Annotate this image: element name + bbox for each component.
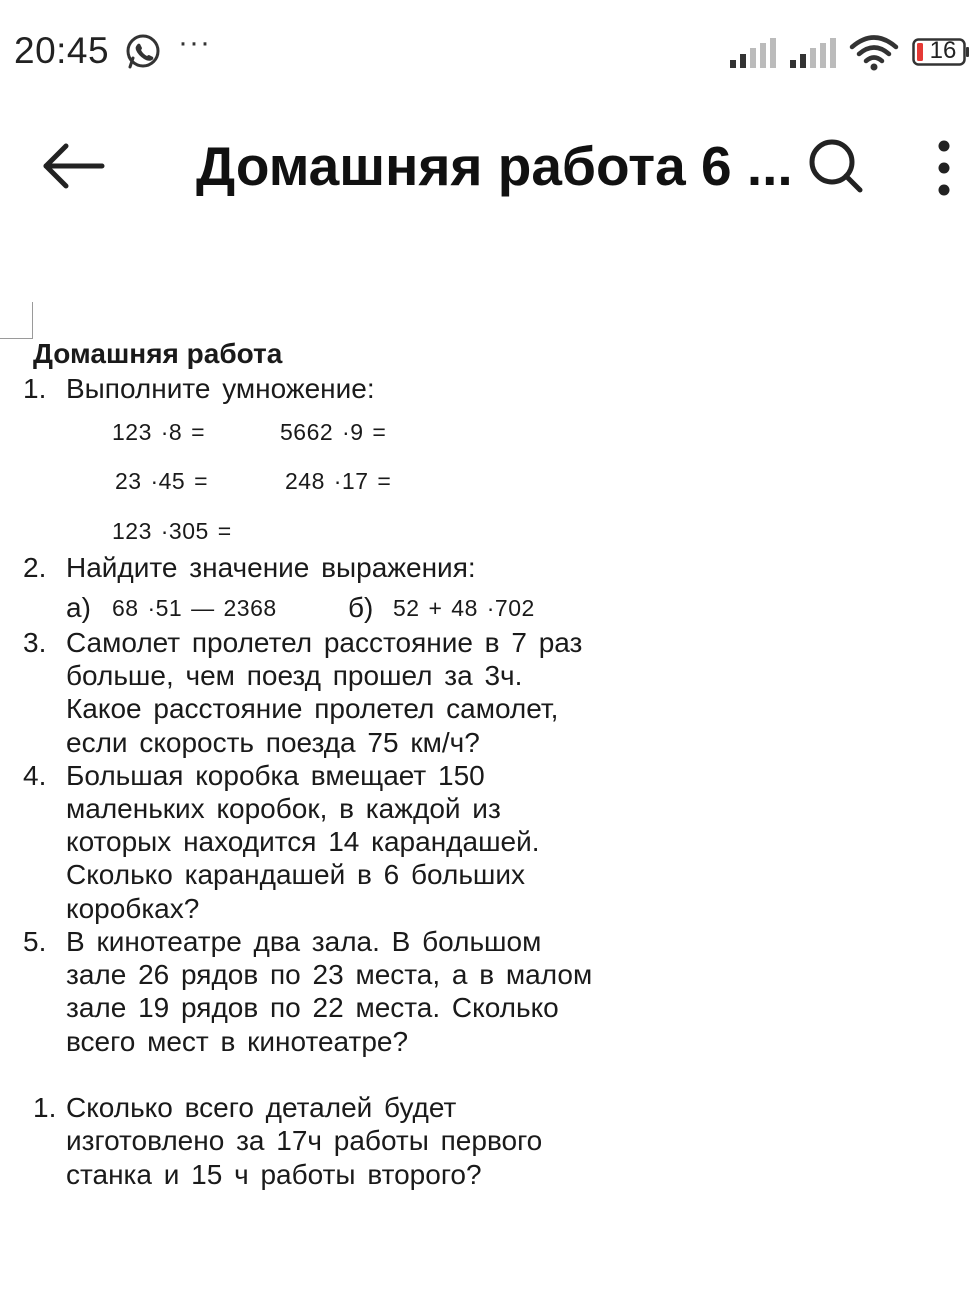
task-text-line: изготовлено за 17ч работы первого xyxy=(66,1125,543,1156)
math-expression: 52 + 48 ·702 xyxy=(393,595,535,621)
more-notifications-icon: ··· xyxy=(178,26,211,59)
task-text-line: больше, чем поезд прошел за 3ч. xyxy=(66,660,523,691)
task-text-line: станка и 15 ч работы второго? xyxy=(66,1159,482,1190)
math-expression: 5662 ·9 = xyxy=(280,419,387,445)
task-text-line: Сколько карандашей в 6 больших xyxy=(66,859,526,890)
search-icon[interactable] xyxy=(806,136,866,196)
subtask-label: а) xyxy=(66,592,91,623)
math-expression: 68 ·51 — 2368 xyxy=(112,595,277,621)
task-text-line: коробках? xyxy=(66,893,200,924)
cell-signal-icon xyxy=(790,38,838,68)
task-text-line: зале 19 рядов по 22 места. Сколько xyxy=(66,992,559,1023)
task-text-line: Самолет пролетел расстояние в 7 раз xyxy=(66,627,583,658)
back-arrow-icon[interactable] xyxy=(40,138,106,194)
status-bar xyxy=(0,0,972,100)
math-expression: 123 ·305 = xyxy=(112,518,232,544)
math-expression: 23 ·45 = xyxy=(115,468,209,494)
whatsapp-icon xyxy=(124,33,162,71)
task-number: 2. xyxy=(23,552,47,583)
task-text: Найдите значение выражения: xyxy=(66,552,476,583)
task-text-line: зале 26 рядов по 23 места, а в малом xyxy=(66,959,593,990)
task-text-line: В кинотеатре два зала. В большом xyxy=(66,926,542,957)
task-text-line: Большая коробка вмещает 150 xyxy=(66,760,485,791)
doc-heading: Домашняя работа xyxy=(33,338,283,369)
task-number: 4. xyxy=(23,760,47,791)
math-expression: 123 ·8 = xyxy=(112,419,206,445)
document-title: Домашняя работа 6 ... xyxy=(196,135,793,197)
subtask-label: б) xyxy=(348,592,374,623)
app-bar xyxy=(0,110,972,230)
task-number: 3. xyxy=(23,627,47,658)
task-text-line: Сколько всего деталей будет xyxy=(66,1092,457,1123)
task-text-line: Какое расстояние пролетел самолет, xyxy=(66,693,559,724)
wifi-icon xyxy=(848,34,900,72)
document-page[interactable] xyxy=(0,330,972,1230)
task-number: 5. xyxy=(23,926,47,957)
cell-signal-icon xyxy=(730,38,778,68)
math-expression: 248 ·17 = xyxy=(285,468,392,494)
task-text-line: если скорость поезда 75 км/ч? xyxy=(66,727,480,758)
task-text-line: которых находится 14 карандашей. xyxy=(66,826,540,857)
more-vertical-icon[interactable] xyxy=(930,138,958,198)
task-text-line: всего мест в кинотеатре? xyxy=(66,1026,409,1057)
battery-level: 16 xyxy=(929,37,957,64)
status-time: 20:45 xyxy=(14,30,110,71)
task-number: 1. xyxy=(23,373,47,404)
task-text-line: маленьких коробок, в каждой из xyxy=(66,793,501,824)
task-text: Выполните умножение: xyxy=(66,373,375,404)
task-number: 1. xyxy=(33,1092,57,1123)
